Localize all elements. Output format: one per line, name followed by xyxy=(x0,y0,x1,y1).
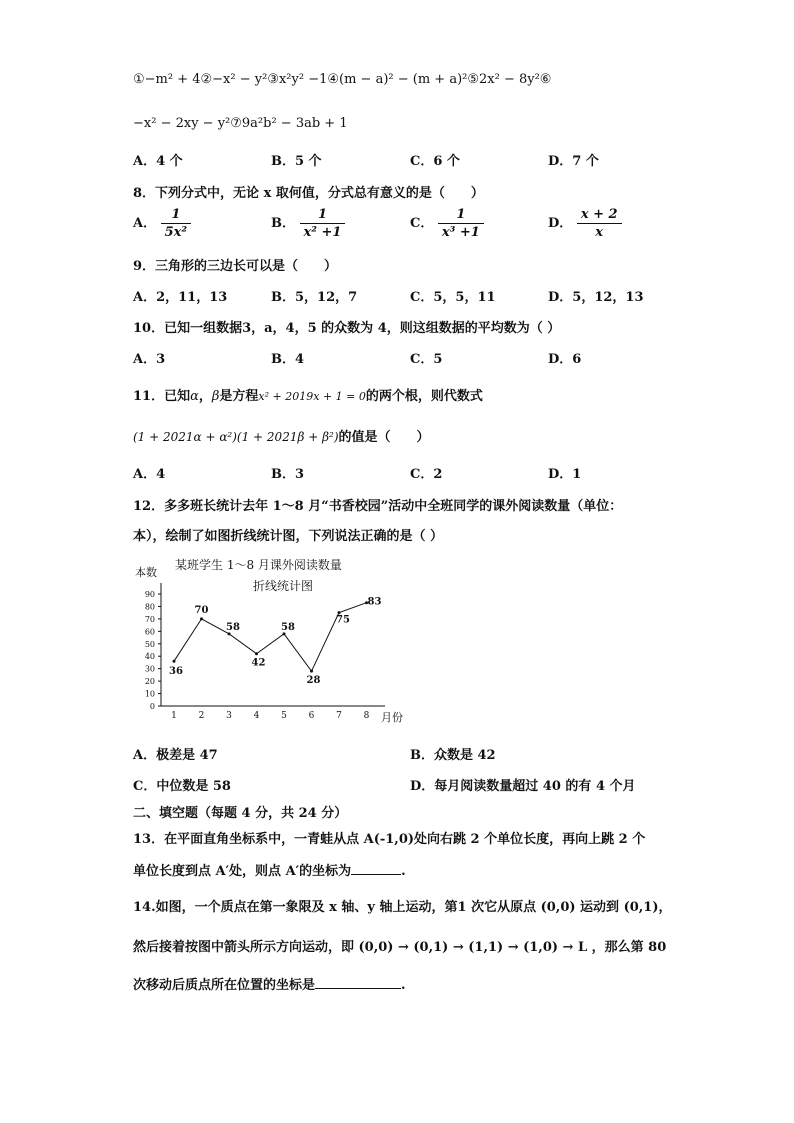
chart-ytick-label: 60 xyxy=(144,627,155,637)
q11-stem-post: 的两个根，则代数式 xyxy=(365,389,483,404)
q11-equation: x² + 2019x + 1 = 0 xyxy=(258,390,366,403)
q10-option-d: D．6 xyxy=(548,352,582,367)
chart-data-point xyxy=(200,617,203,620)
chart-ytick-label: 70 xyxy=(144,614,155,624)
q7-option-a: A．4 个 xyxy=(133,154,183,169)
chart-xtick-label: 4 xyxy=(253,711,260,721)
q11-stem-pre: 11．已知 xyxy=(133,389,191,404)
chart-data-label: 28 xyxy=(306,675,321,687)
chart-data-label: 70 xyxy=(194,604,209,616)
q8-option-b-label: B． xyxy=(271,216,295,231)
q11-option-c: C．2 xyxy=(410,467,443,482)
chart-xtick-label: 6 xyxy=(308,711,315,721)
q11-expression xyxy=(133,426,430,445)
q9-stem: 9．三角形的三边长可以是（ ） xyxy=(133,259,338,274)
chart-xtick-label: 5 xyxy=(281,711,287,721)
q10-option-c: C．5 xyxy=(410,352,443,367)
q12-option-c: C．中位数是 58 xyxy=(133,779,231,794)
q10-option-b: B．4 xyxy=(271,352,305,367)
q12-option-a: A．极差是 47 xyxy=(133,748,218,763)
chart-xtick-label: 7 xyxy=(336,711,342,721)
q9-option-c: C．5，5，11 xyxy=(410,290,496,305)
q8-stem: 8．下列分式中，无论 x 取何值，分式总有意义的是（ ） xyxy=(133,186,484,201)
q9-option-d: D．5，12，13 xyxy=(548,290,644,305)
chart-data-label: 75 xyxy=(336,614,350,626)
q8-option-c xyxy=(410,206,484,241)
q12-stem-line1: 12．多多班长统计去年 1～8 月“书香校园”活动中全班同学的课外阅读数量（单位： xyxy=(133,499,623,514)
q8-option-a-label: A． xyxy=(133,216,157,231)
q13-period: . xyxy=(401,864,406,879)
chart-ytick-label: 40 xyxy=(144,652,155,662)
answer-blank[interactable] xyxy=(315,976,401,989)
chart-data-label: 58 xyxy=(281,621,295,633)
q7-expressions-line1: ①−m² + 4②−x² − y²③x²y² −1④(m − a)² − (m + a)²⑤2x² − 8y²⑥ xyxy=(133,72,552,87)
chart-data-point xyxy=(310,670,313,673)
chart-ytick-label: 50 xyxy=(144,639,155,649)
q7-expressions-line2: −x² − 2xy − y²⑦9a²b² − 3ab + 1 xyxy=(133,116,348,131)
q7-option-c: C．6 个 xyxy=(410,154,460,169)
q11-stem xyxy=(133,385,483,404)
q7-option-b: B．5 个 xyxy=(271,154,322,169)
q11-expr-post: 的值是（ ） xyxy=(338,430,430,445)
q10-stem: 10．已知一组数据3，a，4，5 的众数为 4，则这组数据的平均数为（ ） xyxy=(133,321,561,336)
q11-option-a: A．4 xyxy=(133,467,166,482)
q14-line3-text: 次移动后质点所在位置的坐标是 xyxy=(133,978,316,993)
q13-line2 xyxy=(133,860,406,879)
q13-line1: 13．在平面直角坐标系中，一青蛙从点 A(-1,0)处向右跳 2 个单位长度，再向上跳 2 个 xyxy=(133,832,646,847)
q8-option-c-label: C． xyxy=(410,216,434,231)
alpha-symbol: α xyxy=(190,389,199,404)
chart-xlabel: 月份 xyxy=(381,711,403,723)
chart-ytick-label: 90 xyxy=(144,590,155,599)
chart-xtick-label: 1 xyxy=(171,711,177,721)
q14-period: . xyxy=(401,978,406,993)
q8-option-b-fraction xyxy=(300,206,346,241)
q8-option-a-fraction xyxy=(161,206,192,241)
fraction-numerator: 1 xyxy=(438,206,484,224)
chart-xtick-label: 2 xyxy=(198,711,205,721)
chart-ytick-label: 20 xyxy=(144,677,155,687)
q8-option-c-fraction xyxy=(438,206,484,241)
q14-line3 xyxy=(133,974,406,993)
fraction-numerator: x + 2 xyxy=(577,206,622,224)
q9-option-a: A．2，11，13 xyxy=(133,290,228,305)
q14-line2: 然后接着按图中箭头所示方向运动，即 (0,0) → (0,1) → (1,1) → (1,0) → L ，那么第 80 xyxy=(133,940,667,955)
chart-data-label: 83 xyxy=(367,596,382,608)
q9-option-b: B．5，12，7 xyxy=(271,290,358,305)
beta-symbol: β xyxy=(211,389,220,404)
q8-option-d xyxy=(548,206,622,241)
chart-ytick-label: 10 xyxy=(144,689,155,699)
reading-line-chart xyxy=(133,553,408,723)
q12-option-d: D．每月阅读数量超过 40 的有 4 个月 xyxy=(410,779,636,794)
chart-ylabel: 本数 xyxy=(135,566,157,579)
fraction-denominator: x² +1 xyxy=(303,225,342,240)
chart-subtitle: 折线统计图 xyxy=(253,579,314,593)
q12-stem-line2: 本），绘制了如图折线统计图，下列说法正确的是（ ） xyxy=(133,529,444,544)
q13-line2-text: 单位长度到点 A′处，则点 A′的坐标为 xyxy=(133,864,352,879)
chart-data-point xyxy=(173,660,176,663)
fraction-denominator: x³ +1 xyxy=(441,225,480,240)
chart-ytick-label: 30 xyxy=(144,664,155,674)
answer-blank[interactable] xyxy=(351,862,401,875)
fraction-denominator: 5x² xyxy=(164,225,188,240)
q10-option-a: A．3 xyxy=(133,352,166,367)
q11-stem-mid: 是方程 xyxy=(219,389,259,404)
q8-option-a xyxy=(133,206,191,241)
q11-comma: ， xyxy=(198,389,212,404)
fraction-numerator: 1 xyxy=(300,206,346,224)
fraction-denominator: x xyxy=(595,225,604,240)
q8-option-d-label: D． xyxy=(548,216,573,231)
chart-data-label: 36 xyxy=(169,666,183,678)
q7-option-d: D．7 个 xyxy=(548,154,599,169)
chart-data-label: 58 xyxy=(226,621,240,633)
q11-option-b: B．3 xyxy=(271,467,305,482)
fraction-numerator: 1 xyxy=(161,206,192,224)
q11-option-d: D．1 xyxy=(548,467,582,482)
q11-expr: (1 + 2021α + α²)(1 + 2021β + β²) xyxy=(133,430,339,444)
q14-line1: 14.如图，一个质点在第一象限及 x 轴、y 轴上运动，第1 次它从原点 (0,0) 运动到 (0,1)， xyxy=(133,900,672,915)
section-heading-fill-in: 二、填空题（每题 4 分，共 24 分） xyxy=(133,806,348,821)
chart-ytick-label: 80 xyxy=(144,602,155,612)
q8-option-d-fraction xyxy=(577,206,622,241)
chart-data-label: 42 xyxy=(251,657,266,669)
q8-option-b xyxy=(271,206,345,241)
chart-xtick-label: 8 xyxy=(363,711,370,721)
chart-data-point xyxy=(255,652,258,655)
chart-xtick-label: 3 xyxy=(226,711,232,721)
q12-option-b: B．众数是 42 xyxy=(410,748,496,763)
chart-title: 某班学生 1～8 月课外阅读数量 xyxy=(175,558,342,572)
chart-ytick-label: 0 xyxy=(149,702,155,711)
